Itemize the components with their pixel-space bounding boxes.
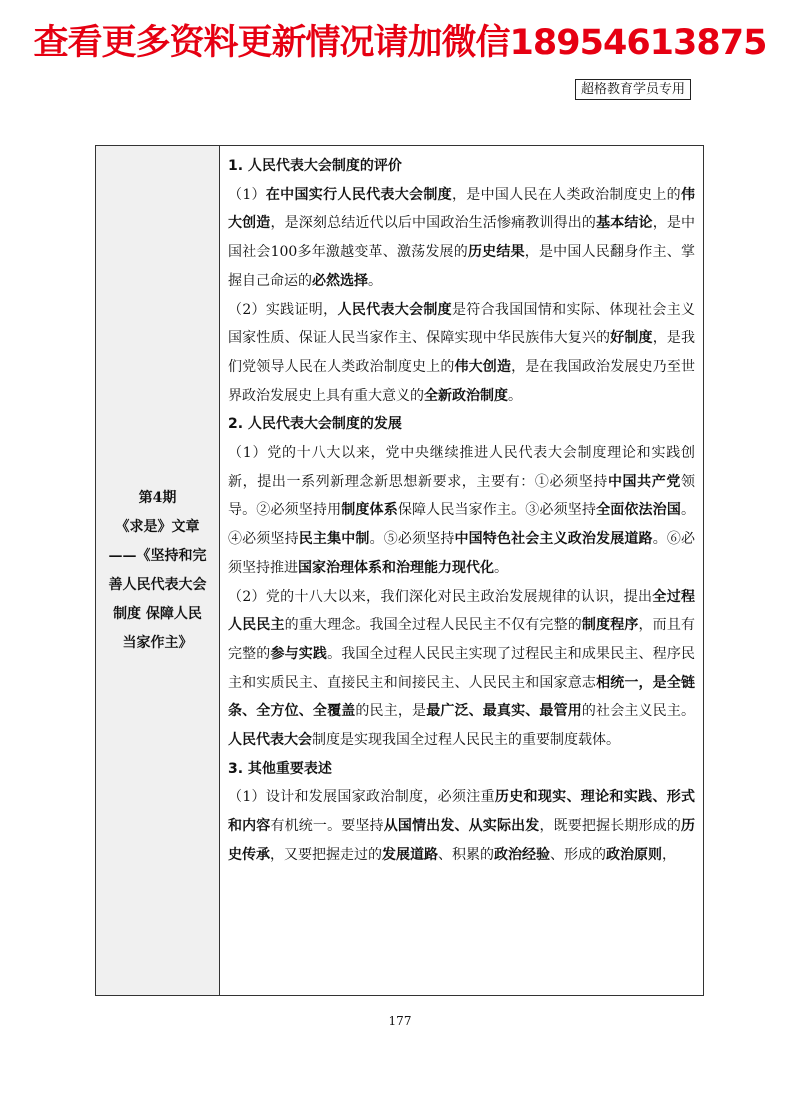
text-run: 的社会主义民主。	[581, 703, 695, 720]
bold-text: 历史和现实、理论和实践、形式和内容	[228, 789, 696, 835]
bold-text: 中国特色社会主义政治发展道路	[454, 531, 653, 548]
bold-text: 全新政治制度	[424, 387, 508, 404]
topic-title	[109, 484, 207, 658]
text-run: （1）设计和发展国家政治制度，必须注重	[228, 789, 495, 806]
text-run: 的民主，是	[355, 703, 427, 720]
topic-line: 善人民代表大会	[108, 576, 207, 593]
section-paragraph	[228, 181, 695, 296]
section-paragraph	[228, 296, 695, 411]
text-run: ，是我们党领导人民在人类政治制度史上的	[228, 330, 695, 375]
text-run: ，又要把握走过的	[270, 846, 382, 863]
section-paragraph	[228, 583, 695, 755]
topic-line: 《求是》文章	[115, 518, 200, 535]
text-run: ，是深刻总结近代以后中国政治生活惨痛教训得出的	[270, 215, 597, 232]
text-run: 制度是实现我国全过程人民民主的重要制度载体。	[312, 732, 620, 749]
text-run: 。	[494, 559, 508, 576]
text-run: 的重大理念。我国全过程人民民主不仅有完整的	[284, 617, 582, 634]
bold-text: 人民代表大会	[228, 732, 312, 749]
text-run: 领导。②必须坚持用	[228, 473, 696, 519]
content-cell	[220, 146, 703, 995]
bold-text: 伟大创造	[228, 186, 695, 232]
topic-cell	[96, 146, 220, 995]
bold-text: 在中国实行人民代表大会制度	[265, 186, 452, 203]
bold-text: 全过程人民民主	[228, 588, 696, 634]
bold-text: 政治原则	[606, 846, 662, 863]
topic-line: 制度 保障人民	[113, 605, 202, 622]
bold-text: 国家治理体系和治理能力现代化	[298, 559, 494, 576]
section-heading: 3. 其他重要表述	[228, 760, 332, 777]
text-run: 是符合我国国情和实际、体现社会主义国家性质、保证人民当家作主、保障实现中华民族伟大复兴的	[228, 301, 696, 347]
topic-line: ——《坚持和完	[108, 547, 207, 564]
section-heading: 2. 人民代表大会制度的发展	[228, 416, 402, 433]
text-run: ，既要把握长期形成的	[539, 818, 681, 835]
bold-text: 参与实践	[270, 645, 328, 662]
bold-text: 相统一，是全链条、全方位、全覆盖	[228, 674, 695, 720]
text-run: 。⑥必须坚持推进	[228, 531, 695, 576]
bold-text: 从国情出发、从实际出发	[383, 818, 540, 835]
bold-text: 基本结论	[596, 215, 653, 232]
bold-text: 制度体系	[341, 502, 398, 519]
content-table	[95, 145, 704, 996]
text-run: （1）党的十八大以来，党中央继续推进人民代表大会制度理论和实践创新，提出一系列新理念新思想新要求，主要有：①必须坚持	[228, 445, 695, 490]
text-run: 、形成的	[550, 846, 606, 863]
bold-text: 中国共产党	[607, 473, 682, 490]
bold-text: 最广泛、最真实、最管用	[426, 703, 582, 720]
section-paragraph	[228, 783, 695, 869]
bold-text: 伟大创造	[454, 358, 512, 375]
text-run: ，是中国社会100多年激越变革、激荡发展的	[228, 215, 695, 261]
text-run: 。④必须坚持	[228, 502, 695, 548]
bold-text: 民主集中制	[298, 531, 370, 548]
bold-text: 人民代表大会制度	[337, 301, 452, 318]
text-run: 保障人民当家作主。③必须坚持	[397, 502, 597, 519]
bold-text: 制度程序	[581, 617, 639, 634]
text-run: （2）党的十八大以来，我们深化对民主政治发展规律的认识，提出	[228, 588, 653, 605]
member-stamp: 超格教育学员专用	[575, 79, 691, 100]
bold-text: 全面依法治国	[596, 502, 681, 519]
text-run: 有机统一。要坚持	[270, 818, 384, 835]
bold-text: 政治经验	[494, 846, 550, 863]
text-run: 。	[508, 387, 522, 404]
text-run: 、积累的	[438, 846, 494, 863]
text-run: 。	[368, 272, 382, 289]
bold-text: 发展道路	[382, 846, 438, 863]
page-number: 177	[388, 1014, 412, 1028]
text-run: 。⑤必须坚持	[369, 531, 455, 548]
topic-line: 第4期	[138, 489, 177, 506]
text-run: ，是中国人民翻身作主、掌握自己命运的	[228, 244, 696, 289]
text-run: ，是中国人民在人类政治制度史上的	[451, 186, 681, 203]
section-heading: 1. 人民代表大会制度的评价	[228, 158, 402, 174]
watermark-banner: 查看更多资料更新情况请加微信18954613875	[33, 23, 767, 63]
bold-text: 必然选择	[312, 272, 368, 289]
text-run: 。我国全过程人民民主实现了过程民主和成果民主、程序民主和实质民主、直接民主和间接民主、人民民主和国家意志	[228, 645, 695, 691]
text-run: ，是在我国政治发展史乃至世界政治发展史上具有重大意义的	[228, 358, 695, 404]
text-run: ，而且有完整的	[228, 617, 695, 662]
bold-text: 好制度	[610, 330, 653, 347]
text-run: （2）实践证明，	[228, 301, 338, 318]
bold-text: 历史结果	[467, 244, 525, 261]
text-run: （1）	[228, 186, 266, 203]
bold-text: 历史传承	[228, 818, 695, 863]
section-paragraph	[228, 439, 695, 583]
topic-line: 当家作主》	[122, 634, 193, 651]
text-run: ，	[662, 846, 676, 863]
